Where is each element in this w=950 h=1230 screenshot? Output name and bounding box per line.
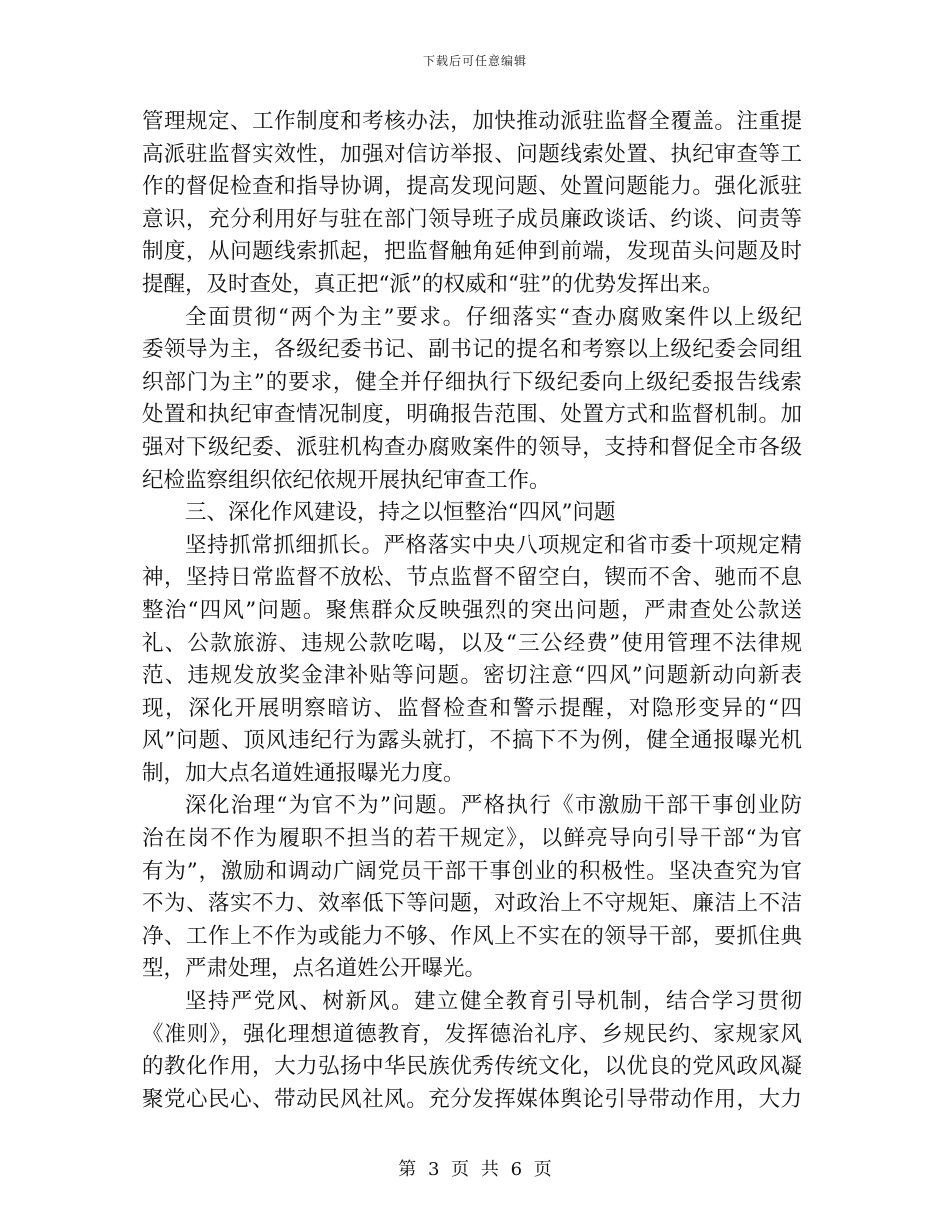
text-line: 坚持严党风、树新风。建立健全教育引导机制，结合学习贯彻 [185,989,802,1015]
text-line: 有为”，激励和调动广阔党员干部干事创业的积极性。坚决查究为官 [142,858,802,884]
text-line: 意识，充分利用好与驻在部门领导班子成员廉政谈话、约谈、问责等 [142,206,802,232]
text-line: 礼、公款旅游、违规公款吃喝，以及“三公经费”使用管理不法律规 [142,630,802,656]
text-line: 织部门为主”的要求，健全并仔细执行下级纪委向上级纪委报告线索 [142,369,802,395]
text-line: 高派驻监督实效性，加强对信访举报、问题线索处置、执纪审查等工 [142,141,802,167]
text-line: 纪检监察组织依纪依规开展执纪审查工作。 [142,467,551,493]
text-line: 的教化作用，大力弘扬中华民族优秀传统文化，以优良的党风政风凝 [142,1054,802,1080]
text-line: 处置和执纪审查情况制度，明确报告范围、处置方式和监督机制。加 [142,402,802,428]
document-body [142,106,802,1116]
text-line: 制度，从问题线索抓起，把监督触角延伸到前端，发现苗头问题及时 [142,239,802,265]
text-line: 作的督促检查和指导协调，提高发现问题、处置问题能力。强化派驻 [142,174,802,200]
text-line: 不为、落实不力、效率低下等问题，对政治上不守规矩、廉洁上不洁 [142,891,802,917]
text-line: 整治“四风”问题。聚焦群众反映强烈的突出问题，严肃查处公款送 [142,597,802,623]
text-line: 范、违规发放奖金津补贴等问题。密切注意“四风”问题新动向新表 [142,663,802,689]
text-line: 强对下级纪委、派驻机构查办腐败案件的领导，支持和督促全市各级 [142,434,802,460]
page-footer: 第 3 页 共 6 页 [398,1159,552,1180]
text-line: 型，严肃处理，点名道姓公开曝光。 [142,956,487,982]
page-header-note: 下载后可任意编辑 [422,54,527,68]
text-line: 聚党心民心、带动民风社风。充分发挥媒体舆论引导带动作用，大力 [142,1086,802,1112]
text-line: 风”问题、顶风违纪行为露头就打，不搞下不为例，健全通报曝光机 [142,728,802,754]
text-line: 深化治理“为官不为”问题。严格执行《市激励干部干事创业防 [185,793,802,819]
text-line: 提醒，及时查处，真正把“派”的权威和“驻”的优势发挥出来。 [142,271,724,297]
text-line: 管理规定、工作制度和考核办法，加快推动派驻监督全覆盖。注重提 [142,109,802,134]
text-line: 制，加大点名道姓通报曝光力度。 [142,760,465,786]
text-line: 委领导为主，各级纪委书记、副书记的提名和考察以上级纪委会同组 [142,337,802,363]
text-line: 全面贯彻“两个为主”要求。仔细落实“查办腐败案件以上级纪 [185,304,802,330]
text-line: 《准则》，强化理想道德教育，发挥德治礼序、乡规民约、家规家风 [142,1021,802,1047]
text-line: 治在岗不作为履职不担当的若干规定》，以鲜亮导向引导干部“为官 [142,826,802,852]
text-line: 三、深化作风建设，持之以恒整治“四风”问题 [185,500,616,526]
text-line: 坚持抓常抓细抓长。严格落实中央八项规定和省市委十项规定精 [185,532,802,558]
text-line: 神，坚持日常监督不放松、节点监督不留空白，锲而不舍、驰而不息 [142,565,802,591]
text-line: 净、工作上不作为或能力不够、作风上不实在的领导干部，要抓住典 [142,923,802,949]
text-line: 现，深化开展明察暗访、监督检查和警示提醒，对隐形变异的“四 [142,695,802,721]
